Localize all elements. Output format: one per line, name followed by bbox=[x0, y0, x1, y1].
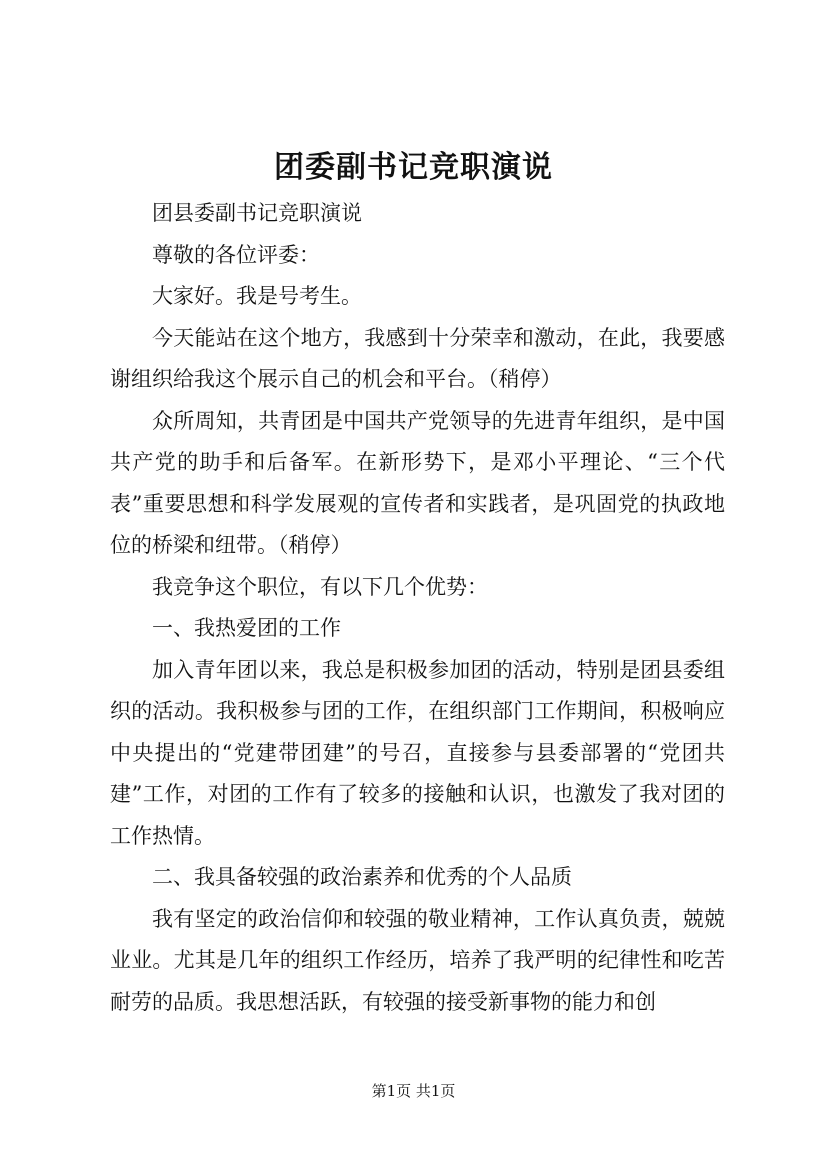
paragraph: 加入青年团以来，我总是积极参加团的活动，特别是团县委组织的活动。我积极参与团的工作，在组织部门工作期间，积极响应中央提出的“党建带团建”的号召，直接参与县委部署的“党团共建”工作，对团的工作有了较多的接触和认识，也激发了我对团的工作热情。 bbox=[110, 657, 725, 848]
paragraph: 今天能站在这个地方，我感到十分荣幸和激动，在此，我要感谢组织给我这个展示自己的机会和平台。（稍停） bbox=[110, 325, 725, 391]
section-heading: 一、我热爱团的工作 bbox=[152, 616, 341, 640]
paragraph: 大家好。我是号考生。 bbox=[152, 284, 362, 308]
document-body bbox=[110, 193, 725, 1023]
section-heading: 二、我具备较强的政治素养和优秀的个人品质 bbox=[152, 865, 572, 889]
paragraph: 尊敬的各位评委： bbox=[152, 242, 320, 267]
document-title: 团委副书记竞职演说 bbox=[274, 150, 553, 185]
paragraph: 团县委副书记竞职演说 bbox=[152, 201, 362, 225]
paragraph: 我竞争这个职位，有以下几个优势： bbox=[152, 574, 488, 599]
paragraph: 众所周知，共青团是中国共产党领导的先进青年组织，是中国共产党的助手和后备军。在新形势下，是邓小平理论、“三个代表”重要思想和科学发展观的宣传者和实践者，是巩固党的执政地位的桥梁和纽带。（稍停） bbox=[110, 408, 725, 557]
page-footer: 第1页 共1页 bbox=[371, 1082, 456, 1100]
paragraph: 我有坚定的政治信仰和较强的敬业精神，工作认真负责，兢兢业业。尤其是几年的组织工作经历，培养了我严明的纪律性和吃苦耐劳的品质。我思想活跃，有较强的接受新事物的能力和创 bbox=[110, 906, 725, 1014]
